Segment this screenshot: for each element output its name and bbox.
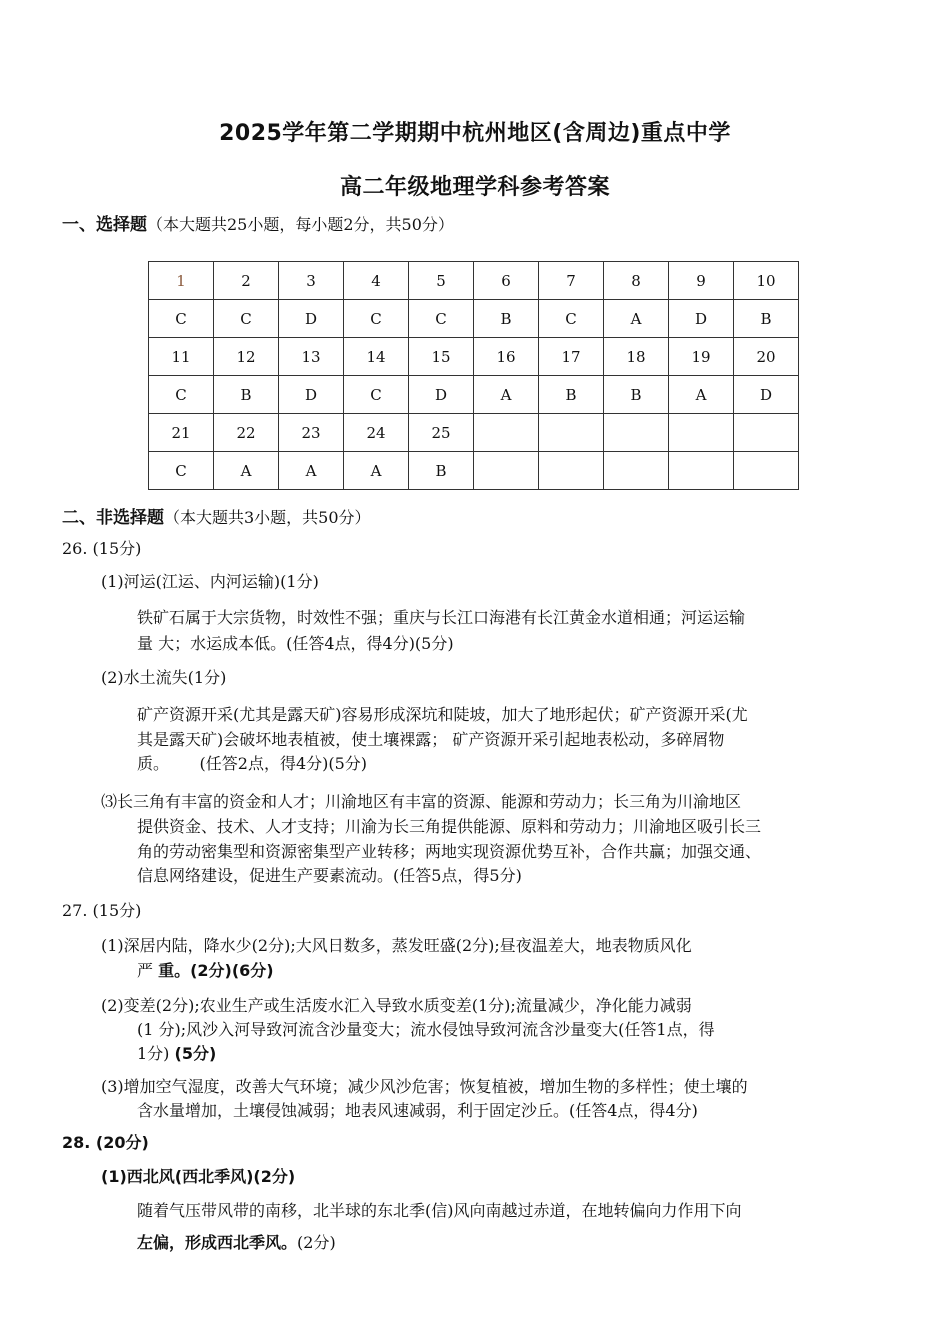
q26-heading: 26. (15分): [62, 539, 142, 558]
q26-part2-line2: 其是露天矿)会破坏地表植被，使土壤裸露； 矿产资源开采引起地表松动，多碎屑物: [137, 730, 725, 749]
answer-table-cell: 22: [214, 414, 279, 452]
q28-heading: 28. (20分): [62, 1133, 149, 1152]
q28-part1-line2-b: (2分): [297, 1233, 336, 1252]
answer-table-cell: [734, 452, 799, 490]
q26-part3-line3: 角的劳动密集型和资源密集型产业转移；两地实现资源优势互补，合作共赢；加强交通、: [137, 842, 762, 861]
answer-table-cell: D: [409, 376, 474, 414]
q26-part3-line4: 信息网络建设，促进生产要素流动。(任答5点，得5分): [137, 866, 522, 885]
answer-table-cell: B: [409, 452, 474, 490]
answer-table-cell: A: [279, 452, 344, 490]
section-2-label: 二、非选择题: [62, 508, 164, 528]
answer-table-cell: D: [669, 300, 734, 338]
answer-table-cell: 5: [409, 262, 474, 300]
answer-table-cell: 3: [279, 262, 344, 300]
q26-part3-line2: 提供资金、技术、人才支持；川渝为长三角提供能源、原料和劳动力；川渝地区吸引长三: [137, 817, 762, 836]
q27-heading: 27. (15分): [62, 901, 142, 920]
section-1-note: （本大题共25小题，每小题2分，共50分）: [147, 215, 454, 234]
answer-table-cell: B: [734, 300, 799, 338]
answer-table-cell: 10: [734, 262, 799, 300]
q27-part1-line2: [137, 959, 274, 983]
q26-part1-line1: 铁矿石属于大宗货物，时效性不强；重庆与长江口海港有长江黄金水道相通；河运运输: [137, 608, 746, 627]
q27-part2-line2: (1 分);风沙入河导致河流含沙量变大；流水侵蚀导致河流含沙量变大(任答1点，得: [137, 1020, 715, 1039]
answer-table-row: [149, 414, 799, 452]
answer-table-cell: B: [539, 376, 604, 414]
answer-table-cell: A: [669, 376, 734, 414]
answer-table-cell: 18: [604, 338, 669, 376]
q27-part2-line1: (2)变差(2分);农业生产或生活废水汇入导致水质变差(1分);流量减少，净化能力减弱: [101, 996, 692, 1015]
answer-table-cell: 24: [344, 414, 409, 452]
q27-part3-line2: 含水量增加，土壤侵蚀减弱；地表风速减弱，利于固定沙丘。(任答4点，得4分): [137, 1101, 698, 1120]
answer-table-cell: 21: [149, 414, 214, 452]
answer-table-cell: 6: [474, 262, 539, 300]
answer-table-cell: C: [149, 300, 214, 338]
q26-part2-line3: 质。 (任答2点，得4分)(5分): [137, 754, 368, 773]
answer-table: [148, 261, 799, 490]
q26-part1-line2: 量 大；水运成本低。(任答4点，得4分)(5分): [137, 634, 454, 653]
answer-table-row: [149, 300, 799, 338]
answer-table-cell: 1: [149, 262, 214, 300]
answer-table-cell: 7: [539, 262, 604, 300]
page-subtitle: 高二年级地理学科参考答案: [339, 175, 610, 200]
answer-table-cell: [669, 414, 734, 452]
answer-table-cell: C: [539, 300, 604, 338]
answer-table-cell: 4: [344, 262, 409, 300]
answer-table-row: [149, 376, 799, 414]
answer-table-cell: D: [734, 376, 799, 414]
answer-table-cell: A: [214, 452, 279, 490]
answer-table-cell: 8: [604, 262, 669, 300]
answer-table-cell: [604, 414, 669, 452]
answer-table-cell: C: [149, 452, 214, 490]
answer-table-cell: B: [604, 376, 669, 414]
q27-part1-line1: (1)深居内陆，降水少(2分);大风日数多，蒸发旺盛(2分);昼夜温差大，地表物质风化: [101, 936, 692, 955]
answer-table-cell: A: [344, 452, 409, 490]
q28-part1-line2: [137, 1231, 336, 1255]
answer-table-cell: D: [279, 376, 344, 414]
q27-part1-line2-b: 重。(2分)(6分): [158, 961, 274, 980]
q27-part2-line3: [137, 1042, 216, 1066]
answer-table-cell: C: [409, 300, 474, 338]
answer-table-cell: [474, 452, 539, 490]
q26-part2-line1: 矿产资源开采(尤其是露天矿)容易形成深坑和陡坡，加大了地形起伏；矿产资源开采(尤: [137, 705, 748, 724]
answer-table-cell: [669, 452, 734, 490]
answer-table-cell: 9: [669, 262, 734, 300]
answer-table-cell: 14: [344, 338, 409, 376]
answer-table-cell: 11: [149, 338, 214, 376]
answer-table-row: [149, 338, 799, 376]
answer-table-cell: [539, 452, 604, 490]
section-1-label: 一、选择题: [62, 215, 147, 235]
answer-table-cell: 12: [214, 338, 279, 376]
answer-table-cell: 19: [669, 338, 734, 376]
answer-table-row: [149, 262, 799, 300]
section-2-note: （本大题共3小题，共50分）: [164, 508, 371, 527]
section-1-heading: [62, 210, 454, 235]
q28-part1-heading: (1)西北风(西北季风)(2分): [101, 1167, 296, 1186]
answer-table-cell: [539, 414, 604, 452]
q26-part3-line1: ⑶长三角有丰富的资金和人才；川渝地区有丰富的资源、能源和劳动力；长三角为川渝地区: [101, 792, 742, 811]
answer-table-cell: D: [279, 300, 344, 338]
answer-table-cell: 15: [409, 338, 474, 376]
answer-table-cell: 16: [474, 338, 539, 376]
answer-table-cell: C: [344, 376, 409, 414]
answer-table-cell: A: [604, 300, 669, 338]
answer-table-cell: [474, 414, 539, 452]
answer-table-cell: 13: [279, 338, 344, 376]
answer-table-cell: 23: [279, 414, 344, 452]
q27-part2-line3-b: (5分): [174, 1044, 217, 1063]
answer-table-cell: [734, 414, 799, 452]
answer-table-cell: [604, 452, 669, 490]
answer-table-cell: C: [149, 376, 214, 414]
answer-table-cell: A: [474, 376, 539, 414]
answer-table-cell: 25: [409, 414, 474, 452]
page-title: 2025学年第二学期期中杭州地区(含周边)重点中学: [219, 121, 731, 146]
answer-table-cell: C: [214, 300, 279, 338]
q28-part1-line2-a: 左偏，形成西北季风。: [137, 1233, 298, 1252]
q26-part2-heading: (2)水土流失(1分): [101, 668, 227, 687]
q28-part1-line1: 随着气压带风带的南移，北半球的东北季(信)风向南越过赤道，在地转偏向力作用下向: [137, 1201, 742, 1220]
section-2-heading: [62, 503, 371, 528]
q27-part1-line2-a: 严: [137, 961, 159, 980]
answer-table-cell: 20: [734, 338, 799, 376]
answer-table-cell: 2: [214, 262, 279, 300]
q27-part2-line3-a: 1分): [137, 1044, 175, 1063]
q27-part3-line1: (3)增加空气湿度，改善大气环境；减少风沙危害；恢复植被，增加生物的多样性；使土壤的: [101, 1077, 748, 1096]
answer-table-cell: B: [214, 376, 279, 414]
answer-table-cell: 17: [539, 338, 604, 376]
answer-table-row: [149, 452, 799, 490]
answer-table-cell: C: [344, 300, 409, 338]
q26-part1-heading: (1)河运(江运、内河运输)(1分): [101, 572, 319, 591]
answer-table-cell: B: [474, 300, 539, 338]
